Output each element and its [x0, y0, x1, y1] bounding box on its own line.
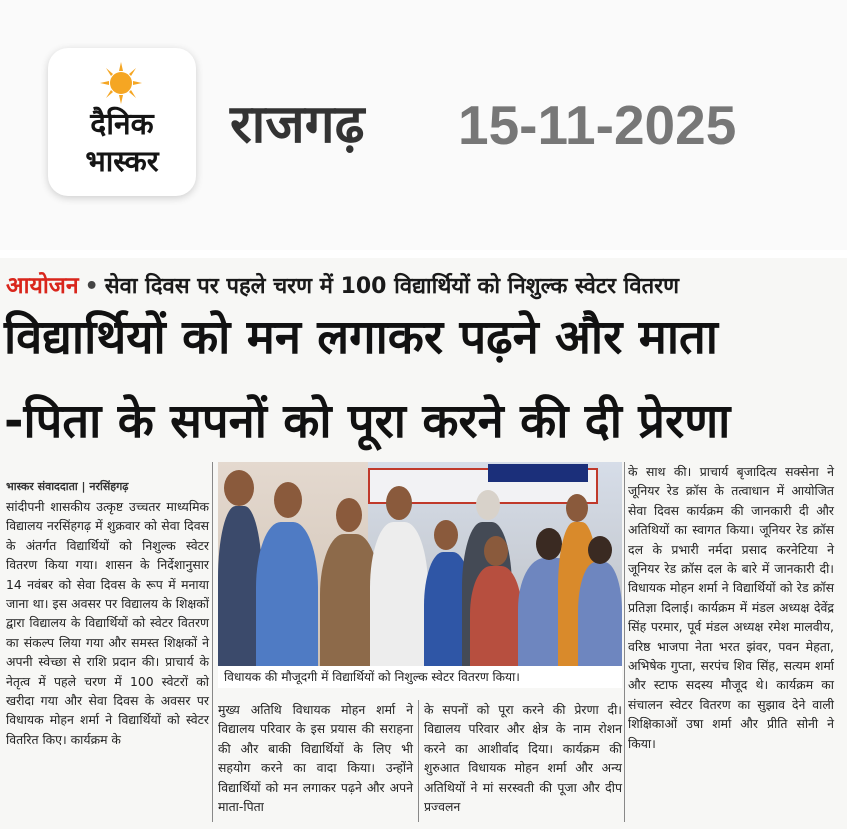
photo-person-head: [386, 486, 412, 520]
logo-text-dainik: दैनिक: [90, 107, 154, 142]
column-divider: [418, 700, 419, 822]
headline-line-2: -पिता के सपनों को पूरा करने की दी प्रेरणा: [4, 394, 731, 449]
sun-icon: [100, 62, 142, 104]
photo-person-head: [274, 482, 302, 518]
kicker-text: सेवा दिवस पर पहले चरण में 100 विद्यार्थियों को निशुल्क स्वेटर वितरण: [104, 274, 680, 299]
photo-person-head: [566, 494, 588, 522]
column-divider: [212, 462, 213, 822]
column-divider: [624, 462, 625, 822]
app-header: [0, 0, 847, 250]
photo-person: [256, 522, 318, 686]
dainik-bhaskar-logo[interactable]: [48, 48, 196, 196]
byline: भास्कर संवाददाता | नरसिंहगढ़: [6, 480, 129, 493]
city-name: राजगढ़: [230, 94, 365, 155]
photo-person-head: [434, 520, 458, 550]
column-3-text: के सपनों को पूरा करने की प्रेरणा दी। विद्यालय परिवार और क्षेत्र के नाम रोशन करने का आशीर्वाद दिया। कार्यक्रम की शुरुआत विधायक मोहन शर्मा और अन्य अतिथियों ने मां सरस्वती की पूजा और दीप प्रज्वलन: [424, 702, 622, 815]
column-2-text: मुख्य अतिथि विधायक मोहन शर्मा ने विद्यालय परिवार के इस प्रयास की सराहना की और बाकी विद्यार्थियों के लिए भी सहयोग करने का वादा किया। उन्होंने विद्यार्थियों को मन लगाकर पढ़ने और अपने माता-पिता: [218, 702, 413, 815]
photo-person-head: [484, 536, 508, 566]
photo-school-board: [488, 464, 588, 482]
photo-person-head: [588, 536, 612, 564]
photo-person-head: [224, 470, 254, 506]
headline-line-1: विद्यार्थियों को मन लगाकर पढ़ने और माता: [4, 310, 718, 365]
article-column-4: [628, 462, 834, 753]
column-1-text: सांदीपनी शासकीय उत्कृष्ट उच्चतर माध्यमिक विद्यालय नरसिंहगढ़ में शुक्रवार को सेवा दिवस के अंतर्गत विद्यार्थियों को निशुल्क स्वेटर वितरण किया गया। शासन के निर्देशानुसार 14 नवंबर को सेवा दिवस के रूप में मनाया जाना था। इस अवसर पर विद्यालय के शिक्षकों द्वारा विद्यालय के विद्यार्थियों को स्वेटर वितरण का संकल्प लिया गया और समस्त शिक्षकों ने अपनी स्वेच्छा से राशि प्रदान की। प्राचार्य के नेतृत्व में पहले चरण में 100 स्वेटरों को खरीदा गया और सेवा दिवस के अवसर पर विधायक मोहन शर्मा ने विद्यार्थियों को स्वेटर वितरित किए। कार्यक्रम के: [6, 499, 209, 747]
article-kicker: [6, 268, 841, 304]
photo-caption: विधायक की मौजूदगी में विद्यार्थियों को निशुल्क स्वेटर वितरण किया।: [218, 666, 622, 688]
kicker-tag: आयोजन: [6, 273, 79, 299]
logo-text-bhaskar: भास्कर: [85, 144, 159, 178]
article-column-2: [218, 700, 413, 816]
edition-date: 15-11-2025: [458, 94, 737, 156]
article-column-1: [6, 478, 209, 749]
event-photo: [218, 462, 622, 686]
kicker-bullet: •: [84, 274, 99, 299]
article-column-3: [424, 700, 622, 816]
photo-person: [370, 522, 428, 686]
photo-person-head: [336, 498, 362, 532]
column-4-text: के साथ की। प्राचार्य बृजादित्य सक्सेना ने जूनियर रेड क्रॉस के तत्वाधान में आयोजित सेवा दिवस कार्यक्रम की जानकारी दी और अतिथियों का स्वागत किया। जूनियर रेड क्रॉस दल के प्रभारी नर्मदा प्रसाद करनेटिया ने जूनियर रेड क्रॉस दल के बारे में जानकारी दी। विधायक मोहन शर्मा ने विद्यार्थियों को रेड क्रॉस प्रतिज्ञा दिलाई। कार्यक्रम में मंडल अध्यक्ष देवेंद्र सिंह परमार, पूर्व मंडल अध्यक्ष रमेश मालवीय, वरिष्ठ भाजपा नेता भरत झंवर, पवन मेहता, अभिषेक गुप्ता, सरपंच शिव सिंह, सत्यम शर्मा और स्टाफ सदस्य मौजूद थे। कार्यक्रम का संचालन स्वेटर वितरण का सुझाव देने वाली शिक्षिकाओं उषा शर्मा और प्रीति सोनी ने किया।: [628, 464, 834, 751]
photo-person-head: [536, 528, 562, 560]
photo-person-head: [476, 490, 500, 520]
